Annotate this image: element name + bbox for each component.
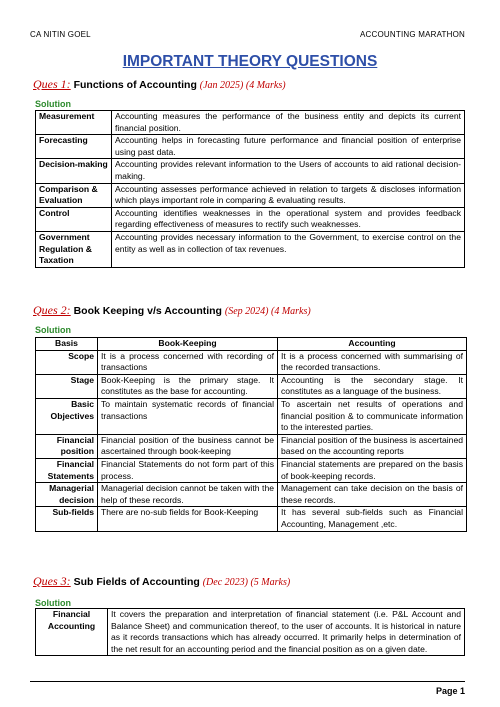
accounting-cell: Accounting is the secondary stage. It constitutes as a language of the business. [278,374,467,398]
accounting-cell: It is a process concerned with summarising of the recorded transactions. [278,350,467,374]
function-description: Accounting measures the performance of the business entity and depicts its current financial position. [112,111,465,135]
table-row [36,507,467,531]
header-course: ACCOUNTING MARATHON [360,30,465,39]
function-name: Measurement [36,111,112,135]
basis-cell: Sub-fields [36,507,98,531]
function-description: Accounting identifies weaknesses in the operational system and provides feedback regarding effectiveness of measures to rectify such weaknesses. [112,207,465,231]
basis-cell: Stage [36,374,98,398]
column-header-basis: Basis [36,338,98,351]
table-row [36,159,465,183]
table-row [36,207,465,231]
table-row [36,483,467,507]
table-row [36,135,465,159]
column-header-book-keeping: Book-Keeping [98,338,278,351]
accounting-cell: Management can take decision on the basis of these records. [278,483,467,507]
question-3-title: Sub Fields of Accounting [73,576,200,588]
functions-table [35,110,465,268]
header-author: CA NITIN GOEL [30,30,91,39]
question-2-meta: (Sep 2024) (4 Marks) [224,306,311,317]
solution-1-label: Solution [35,99,71,109]
function-description: Accounting provides necessary information to the Government, to exercise control on the entity as well as in collection of tax revenues. [112,231,465,267]
basis-cell: Managerial decision [36,483,98,507]
question-1-meta: (Jan 2025) (4 Marks) [199,80,286,91]
question-3-heading [33,574,290,589]
accounting-cell: Financial statements are prepared on the basis of book-keeping records. [278,458,467,482]
basis-cell: Basic Objectives [36,398,98,434]
question-2-title: Book Keeping v/s Accounting [73,305,222,317]
book-keeping-cell: Financial Statements do not form part of this process. [98,458,278,482]
table-row [36,374,467,398]
book-keeping-cell: Managerial decision cannot be taken with the help of these records. [98,483,278,507]
basis-cell: Financial Statements [36,458,98,482]
page-number: Page 1 [435,686,465,696]
accounting-cell: Financial position of the business is ascertained based on the accounting reports [278,434,467,458]
function-description: Accounting provides relevant information to the Users of accounts to aid rational decision-making. [112,159,465,183]
question-1-title: Functions of Accounting [73,79,197,91]
accounting-cell: It has several sub-fields such as Financial Accounting, Management ,etc. [278,507,467,531]
column-header-accounting: Accounting [278,338,467,351]
function-name: Control [36,207,112,231]
question-2-heading [33,303,311,318]
function-name: Government Regulation & Taxation [36,231,112,267]
function-description: Accounting assesses performance achieved in relation to targets & discloses information which plays important role in comparing & evaluating results. [112,183,465,207]
sub-field-description: It covers the preparation and interpretation of financial statement (i.e. P&L Account and Balance Sheet) and communication thereof, to the user of accounts. It is historical in nature as it records transactions which has already occurred. It primarily helps in determination of the net result for an accounting period and the financial position as on a given date. [108,609,465,656]
function-name: Comparison & Evaluation [36,183,112,207]
table-row [36,111,465,135]
question-3-meta: (Dec 2023) (5 Marks) [202,577,291,588]
book-keeping-cell: To maintain systematic records of financial transactions [98,398,278,434]
function-description: Accounting helps in forecasting future performance and financial position of enterprise using past data. [112,135,465,159]
sub-field-name: Financial Accounting [36,609,108,656]
solution-2-label: Solution [35,325,71,335]
function-name: Forecasting [36,135,112,159]
question-3-label: Ques 3: [33,574,71,588]
table-row [36,609,465,656]
book-keeping-cell: There are no-sub fields for Book-Keeping [98,507,278,531]
page-title: IMPORTANT THEORY QUESTIONS [122,53,378,70]
function-name: Decision-making [36,159,112,183]
book-keeping-cell: Book-Keeping is the primary stage. It constitutes as the base for accounting. [98,374,278,398]
comparison-table [35,337,467,532]
question-1-heading [33,77,286,92]
accounting-cell: To ascertain net results of operations and financial position & to communicate information to the interested parties. [278,398,467,434]
question-1-label: Ques 1: [33,77,71,91]
book-keeping-cell: It is a process concerned with recording of transactions [98,350,278,374]
table-row [36,398,467,434]
comparison-header-row [36,338,467,351]
table-row [36,350,467,374]
basis-cell: Financial position [36,434,98,458]
footer-divider [30,681,465,682]
table-row [36,183,465,207]
question-2-label: Ques 2: [33,303,71,317]
book-keeping-cell: Financial position of the business cannot be ascertained through book-keeping [98,434,278,458]
table-row [36,434,467,458]
basis-cell: Scope [36,350,98,374]
sub-fields-table [35,608,465,656]
table-row [36,231,465,267]
solution-3-label: Solution [35,598,71,608]
table-row [36,458,467,482]
